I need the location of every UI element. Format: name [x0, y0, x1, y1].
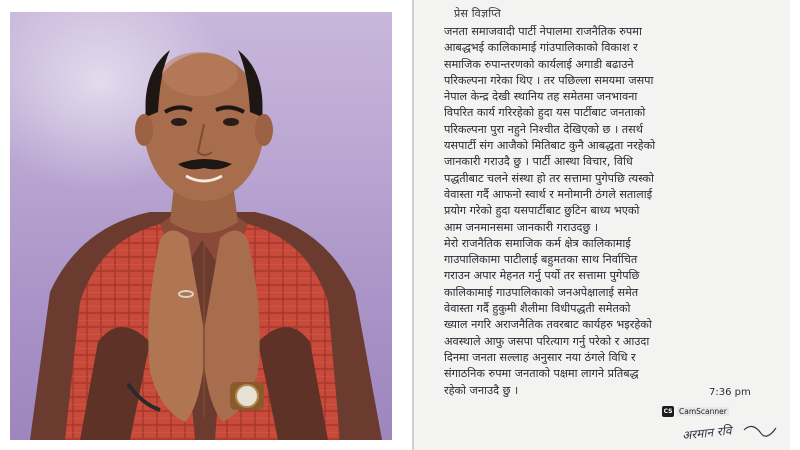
- document-body: [444, 24, 782, 399]
- signature-flourish: [682, 420, 782, 450]
- signature: [682, 420, 782, 450]
- document-line: आम जनमानसमा जानकारी गराउदछु ।: [444, 220, 599, 234]
- document-line: दिनमा जनता सल्लाह अनुसार नया ठंगले विधि र: [444, 350, 636, 364]
- document-line: गराउन अपार मेहनत गर्नु पर्यो तर सत्तामा पुगेपछि: [444, 269, 640, 283]
- camscanner-icon: CS: [663, 407, 673, 415]
- document-line: कालिकामाई गाउपालिकाको जनअपेक्षालाई समेत: [444, 285, 639, 299]
- page-edge: [412, 0, 414, 450]
- wristwatch: [236, 385, 258, 407]
- document-line: वेवास्ता गर्दै हुकुमी शैलीमा विधीपद्धती समेतको: [444, 302, 631, 316]
- document-title: प्रेस विज्ञप्ति: [454, 7, 501, 20]
- signature-text: अरमान रवि: [681, 423, 733, 443]
- portrait-illustration: [10, 12, 392, 440]
- document-line: यसपार्टी संग आजैको मितिबाट कुनै आबद्धता नरहेको: [444, 139, 656, 153]
- document-time: 7:36 pm: [709, 387, 751, 398]
- document-line: मेरो राजनैतिक समाजिक कर्म क्षेत्र कालिकामाई: [444, 236, 631, 250]
- document-line: परिकल्पना पुरा नहुने निश्चीत देखिएको छ । तसर्थ: [444, 122, 643, 136]
- document-line: वेवास्ता गर्दै आफनो स्वार्थ र मनोमानी ठंगले सतालाई: [444, 187, 653, 201]
- document-line: परिकल्पना गरेका थिए । तर पछिल्ला समयमा जसपा: [444, 73, 654, 87]
- document-line: संगाठनिक रुपमा जनताको पक्षमा लागने प्रतिबद्ध: [444, 367, 639, 381]
- document-line: जनता समाजवादी पार्टी नेपालमा राजनैतिक रुपमा: [444, 25, 642, 38]
- document-line: रहेको जनाउदै छु ।: [444, 383, 519, 397]
- document-line: जानकारी गराउदै छु । पार्टी आस्था विचार, विधि: [444, 155, 633, 169]
- document-line: समाजिक रुपान्तरणको कार्यलाई अगाडी बढाउने: [444, 57, 634, 71]
- document-line: ख्याल नगरि अराजनैतिक तवरबाट कार्यहरु भइरहेको: [444, 318, 652, 332]
- portrait-photo: [10, 12, 392, 440]
- camscanner-label: CamScanner: [679, 406, 727, 416]
- press-release-document: [412, 0, 790, 450]
- document-line: प्रयोग गरेको हुदा यसपार्टीबाट छुटिन बाध्य भएको: [444, 204, 640, 218]
- document-line: नेपाल केन्द्र देखी स्थानिय तह समेतमा जनभावना: [444, 90, 638, 104]
- document-line: पद्धतीबाट चलने संस्था हो तर सत्तामा पुगेपछि त्यस्को: [444, 171, 654, 185]
- camscanner-watermark: [662, 405, 729, 417]
- document-line: गाउपालिकामा पाटीलाई बहुमतका साथ निर्वाचित: [444, 253, 638, 267]
- document-line: आबद्धभई कालिकामाई गांउपालिकाको विकाश र: [444, 41, 638, 55]
- document-line: विपरित कार्य गरिरहेको हुदा यस पार्टीबाट जनताको: [444, 106, 646, 120]
- document-line: अवस्थाले आफु जसपा परित्याग गर्नु परेको र आउदा: [444, 334, 650, 348]
